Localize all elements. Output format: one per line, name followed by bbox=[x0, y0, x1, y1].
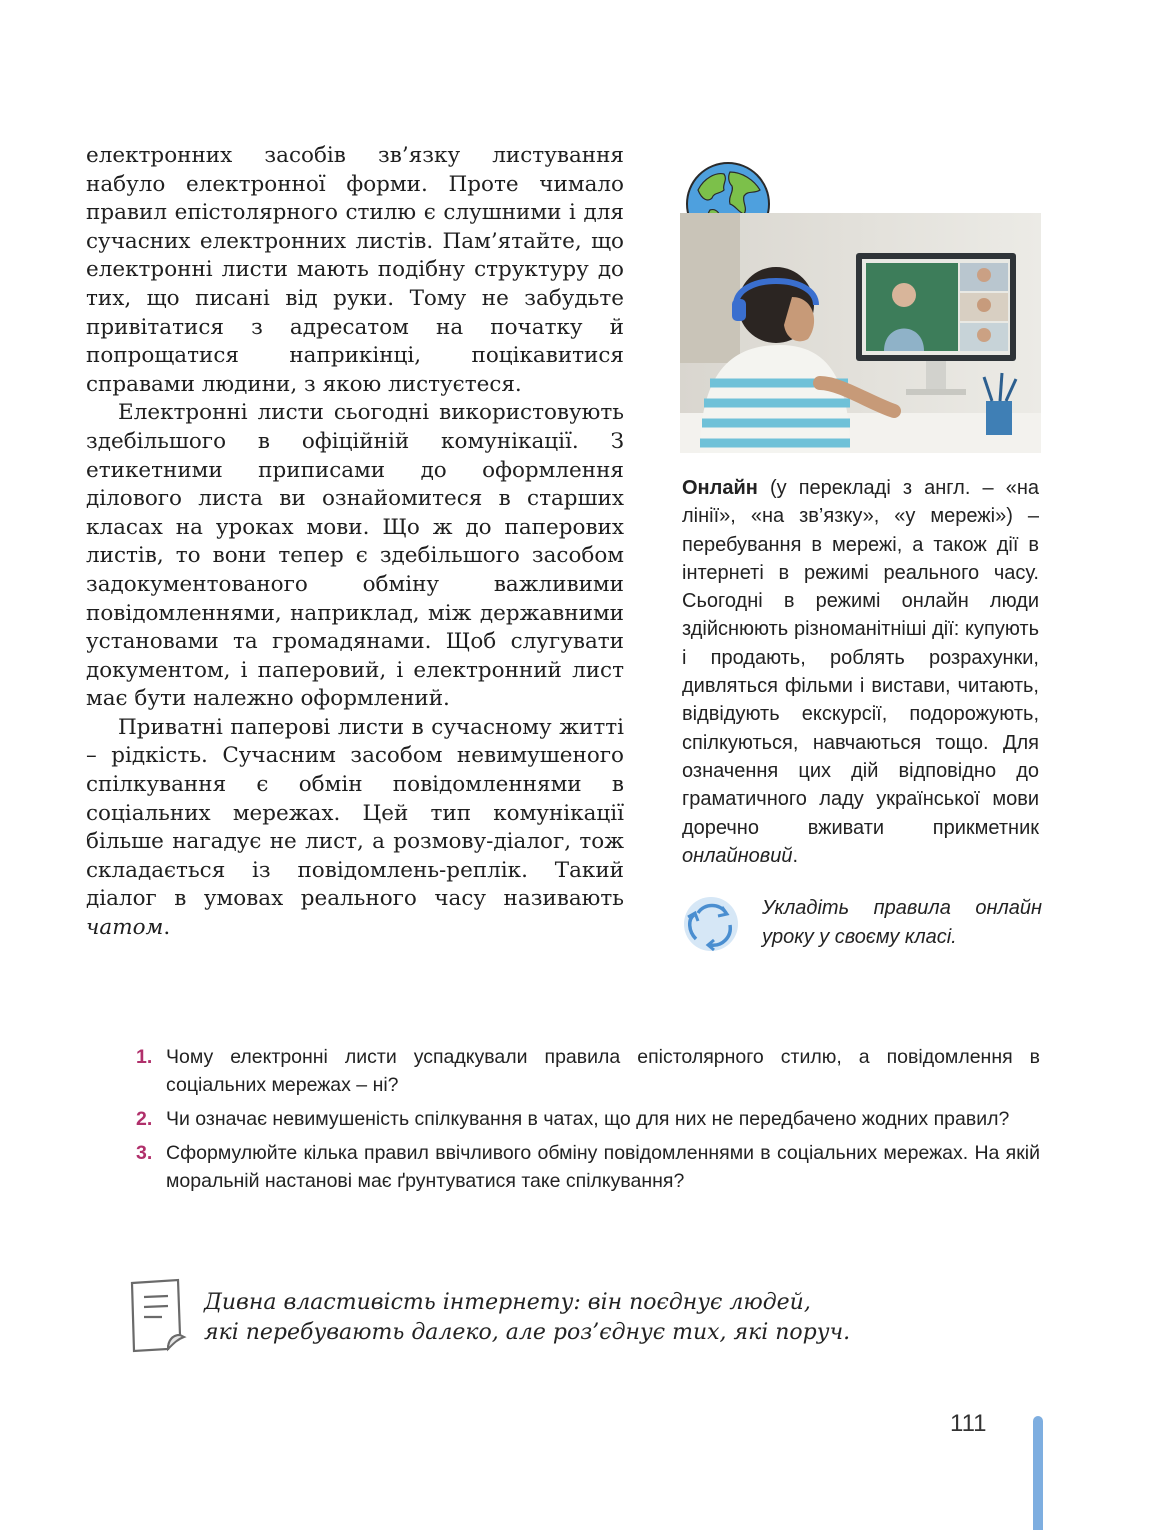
question-text: Чому електронні листи успадкували правила епістолярного стилю, а повідомлення в соціальних мережах – ні? bbox=[166, 1046, 1040, 1096]
paragraph-2: Електронні листи сьогодні використовують здебільшого в офіційній комунікації. З етикетними приписами до оформлення ділового листа ви ознайомитеся в старших класах на уроках мови. Що ж до паперових листів, то вони тепер є здебільшого засобом задокументованого обміну важливими повідомленнями, наприклад, між державними установами та громадянами. Щоб слугувати документом, і паперовий, і електронний лист має бути належно оформлений. bbox=[86, 400, 624, 712]
chat-term: чатом bbox=[86, 915, 164, 941]
paragraph-1: електронних засобів зв’язку листування набуло електронної форми. Проте чимало правил епістолярного стилю є слушними і для сучасних електронних листів. Пам’ятайте, що електронні листи мають подібну структуру до тих, що писані від руки. Тому не забудьте привітатися з адресатом на початку й попрощатися наприкінці, поцікавитися справами людини, з якою листуєтеся. bbox=[86, 143, 624, 397]
question-number: 2. bbox=[136, 1108, 153, 1130]
paragraph-3-text: Приватні паперові листи в сучасному житті – рідкість. Сучасним засобом невимушеного спілкування є обмін повідомленнями в соціальних мережах. Цей тип комунікації більше нагадує не лист, а розмову-діалог, тож складається із повідомлень-реплік. Такий діалог в умовах реального часу називають bbox=[86, 714, 624, 912]
question-text: Сформулюйте кілька правил ввічливого обміну повідомленнями в соціальних мережах. На якій моральній настанові має ґрунтуватися таке спілкування? bbox=[166, 1142, 1040, 1192]
page-edge-marker bbox=[1033, 1416, 1043, 1530]
definition-term: Онлайн bbox=[682, 477, 758, 499]
paragraph-3-end: . bbox=[163, 915, 171, 941]
quote bbox=[204, 1288, 924, 1348]
question-item bbox=[136, 1043, 1040, 1099]
online-lesson-photo bbox=[680, 213, 1041, 453]
definition-end: . bbox=[792, 844, 799, 867]
quote-line-2: які перебувають далеко, але роз’єднує тих, які поруч. bbox=[204, 1320, 851, 1345]
main-text-column bbox=[86, 142, 624, 943]
question-item bbox=[136, 1105, 1040, 1133]
paragraph-3 bbox=[86, 714, 624, 943]
question-number: 1. bbox=[136, 1046, 153, 1068]
recycle-arrows-icon bbox=[680, 895, 742, 953]
task-text: Укладіть правила онлайн уроку у своєму класі. bbox=[762, 897, 1042, 948]
note-page-icon bbox=[128, 1277, 190, 1353]
question-item bbox=[136, 1139, 1040, 1195]
online-definition bbox=[682, 474, 1039, 870]
question-number: 3. bbox=[136, 1142, 153, 1164]
quote-line-1: Дивна властивість інтернету: він поєднує людей, bbox=[204, 1290, 811, 1315]
definition-adjective: онлайновий bbox=[682, 844, 793, 867]
page-number: 111 bbox=[950, 1410, 987, 1437]
questions-list bbox=[136, 1043, 1040, 1201]
question-text: Чи означає невимушеність спілкування в чатах, що для них не передбачено жодних правил? bbox=[166, 1108, 1010, 1130]
definition-body: (у перекладі з англ. – «на лінії», «на зв’язку», «у мережі») – перебування в мережі, а також дії в інтернеті в режимі реального часу. Сьогодні в режимі онлайн люди здійснюють різноманітніші дії: купують і продають, роблять розрахунки, дивляться фільми і вистави, читають, відвідують екскурсії, подорожують, спілкуються, навчаються тощо. Для означення цих дій відповідно до граматичного ладу української мови доречно вживати прикметник bbox=[682, 477, 1039, 839]
